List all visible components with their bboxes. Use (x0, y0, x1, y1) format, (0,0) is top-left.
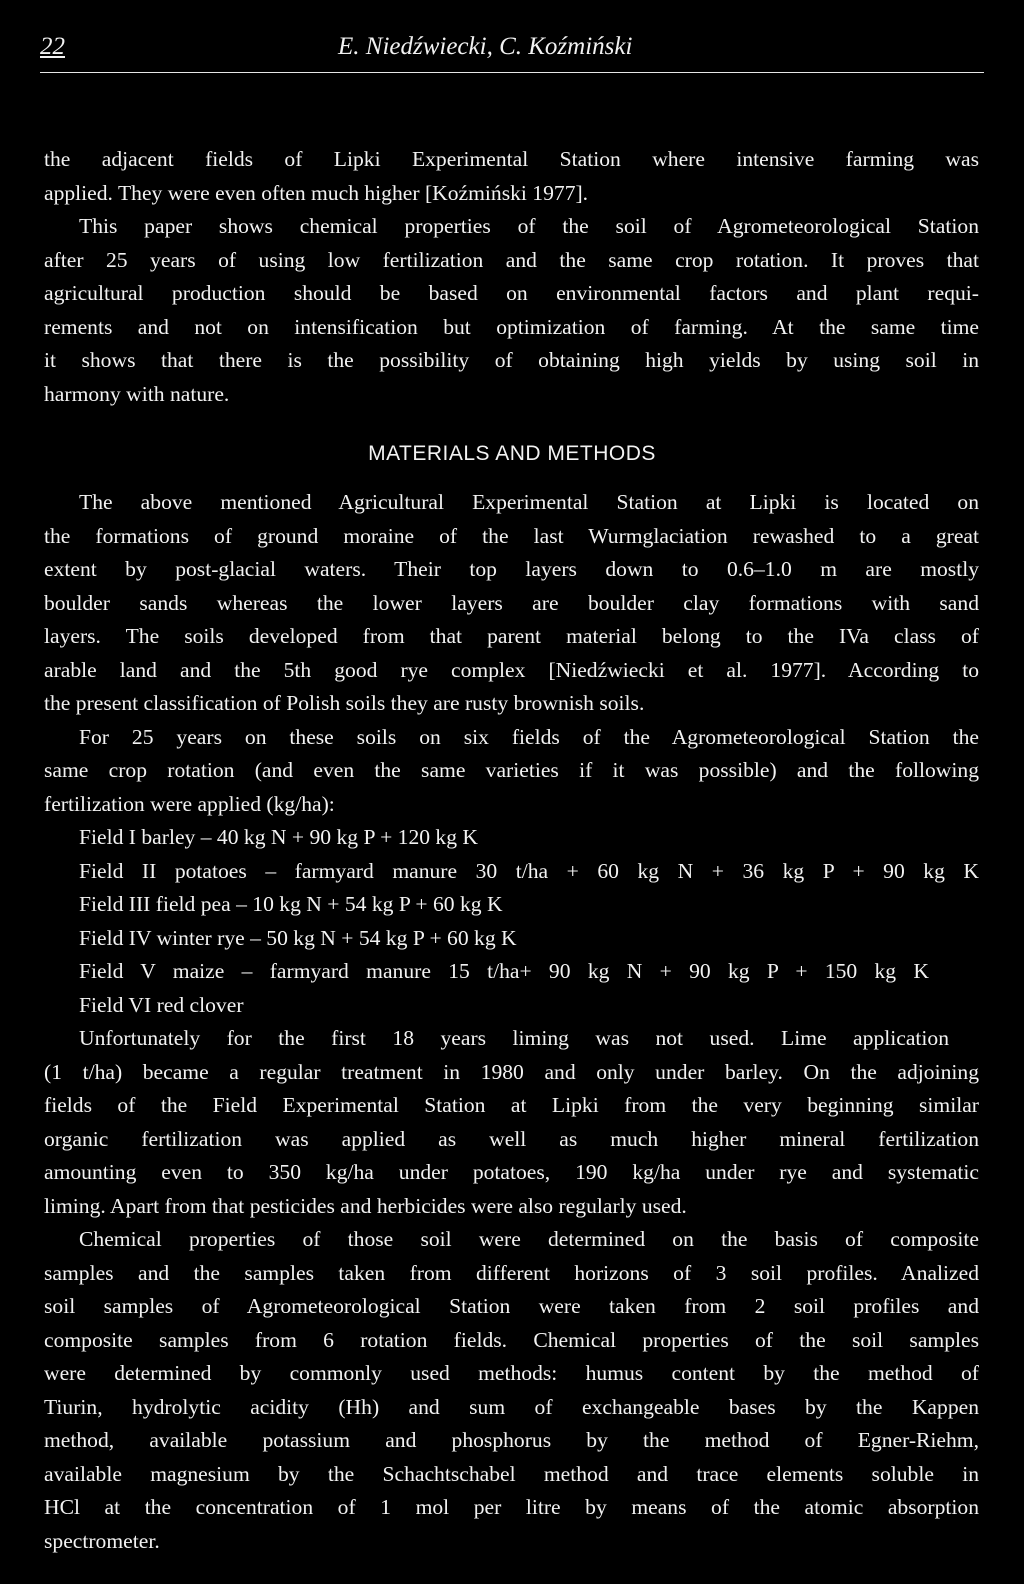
text-line: spectrometer. (44, 1528, 160, 1553)
methods-body (44, 486, 979, 1558)
fertilization-item: Field VI red clover (79, 992, 244, 1017)
fertilization-item: Field V maize – farmyard manure 15 t/ha+ 90 kg N + 90 kg P + 150 kg K (79, 959, 929, 983)
text-line: rements and not on intensification but optimization of farming. At the same time (44, 314, 979, 339)
text-line: layers. The soils developed from that parent material belong to the IVa class of (44, 624, 979, 648)
section-heading: MATERIALS AND METHODS (368, 442, 656, 465)
fertilization-item: Field II potatoes – farmyard manure 30 t/ha + 60 kg N + 36 kg P + 90 kg K (79, 858, 979, 883)
text-line: amounting even to 350 kg/ha under potatoes, 190 kg/ha under rye and systematic (44, 1160, 979, 1184)
text-line: same crop rotation (and even the same varieties if it was possible) and the following (44, 758, 979, 782)
text-line: the formations of ground moraine of the last Wurmglaciation rewashed to a great (44, 523, 979, 548)
text-line: samples and the samples taken from different horizons of 3 soil profiles. Analized (44, 1260, 979, 1285)
text-line: it shows that there is the possibility of obtaining high yields by using soil in (44, 348, 979, 372)
page-number: 22 (40, 33, 65, 60)
methods-paragraph-3 (44, 1022, 979, 1223)
text-line: harmony with nature. (44, 381, 230, 406)
text-line: boulder sands whereas the lower layers are boulder clay formations with sand (44, 590, 979, 615)
text-line: arable land and the 5th good rye complex [Niedźwiecki et al. 1977]. According to (44, 657, 979, 682)
methods-paragraph-2 (44, 721, 979, 822)
text-line: Tiurin, hydrolytic acidity (Hh) and sum of exchangeable bases by the Kappen (44, 1394, 979, 1419)
text-line: available magnesium by the Schachtschabel method and trace elements soluble in (44, 1461, 979, 1486)
text-line: method, available potassium and phosphorus by the method of Egner-Riehm, (44, 1428, 979, 1452)
text-line: the present classification of Polish soils they are rusty brownish soils. (44, 691, 645, 715)
text-line: fields of the Field Experimental Station at Lipki from the very beginning similar (44, 1093, 979, 1117)
text-line: Unfortunately for the first 18 years liming was not used. Lime application (79, 1026, 949, 1050)
text-line: This paper shows chemical properties of the soil of Agrometeorological Station (79, 214, 979, 238)
text-line: after 25 years of using low fertilization and the same crop rotation. It proves that (44, 247, 979, 272)
text-line: extent by post-glacial waters. Their top layers down to 0.6–1.0 m are mostly (44, 557, 979, 581)
text-line: (1 t/ha) became a regular treatment in 1980 and only under barley. On the adjoining (44, 1059, 979, 1084)
text-line: soil samples of Agrometeorological Station were taken from 2 soil profiles and (44, 1294, 979, 1318)
fertilization-list (44, 821, 979, 1022)
text-line: fertilization were applied (kg/ha): (44, 791, 335, 816)
text-line: organic fertilization was applied as well as much higher mineral fertilization (44, 1126, 979, 1151)
text-line: composite samples from 6 rotation fields. Chemical properties of the soil samples (44, 1327, 979, 1352)
fertilization-item: Field I barley – 40 kg N + 90 kg P + 120 kg K (79, 825, 479, 849)
text-line: the adjacent fields of Lipki Experimental Station where intensive farming was (44, 147, 979, 171)
fertilization-item: Field III field pea – 10 kg N + 54 kg P + 60 kg K (79, 892, 503, 916)
page-header (40, 30, 984, 73)
text-line: were determined by commonly used methods: humus content by the method of (44, 1361, 979, 1385)
text-line: HCl at the concentration of 1 mol per litre by means of the atomic absorption (44, 1495, 979, 1519)
methods-paragraph-1 (44, 486, 979, 721)
methods-paragraph-4 (44, 1223, 979, 1558)
text-line: applied. They were even often much higher [Koźmiński 1977]. (44, 180, 589, 205)
fertilization-item: Field IV winter rye – 50 kg N + 54 kg P + 60 kg K (79, 925, 517, 950)
text-line: Chemical properties of those soil were determined on the basis of composite (79, 1227, 979, 1251)
text-line: agricultural production should be based on environmental factors and plant requi- (44, 281, 979, 305)
text-line: The above mentioned Agricultural Experimental Station at Lipki is located on (79, 490, 979, 514)
text-line: For 25 years on these soils on six fields of the Agrometeorological Station the (79, 724, 979, 749)
text-line: liming. Apart from that pesticides and herbicides were also regularly used. (44, 1193, 687, 1218)
running-head-authors: E. Niedźwiecki, C. Koźmiński (338, 33, 633, 60)
intro-paragraph (44, 143, 979, 411)
